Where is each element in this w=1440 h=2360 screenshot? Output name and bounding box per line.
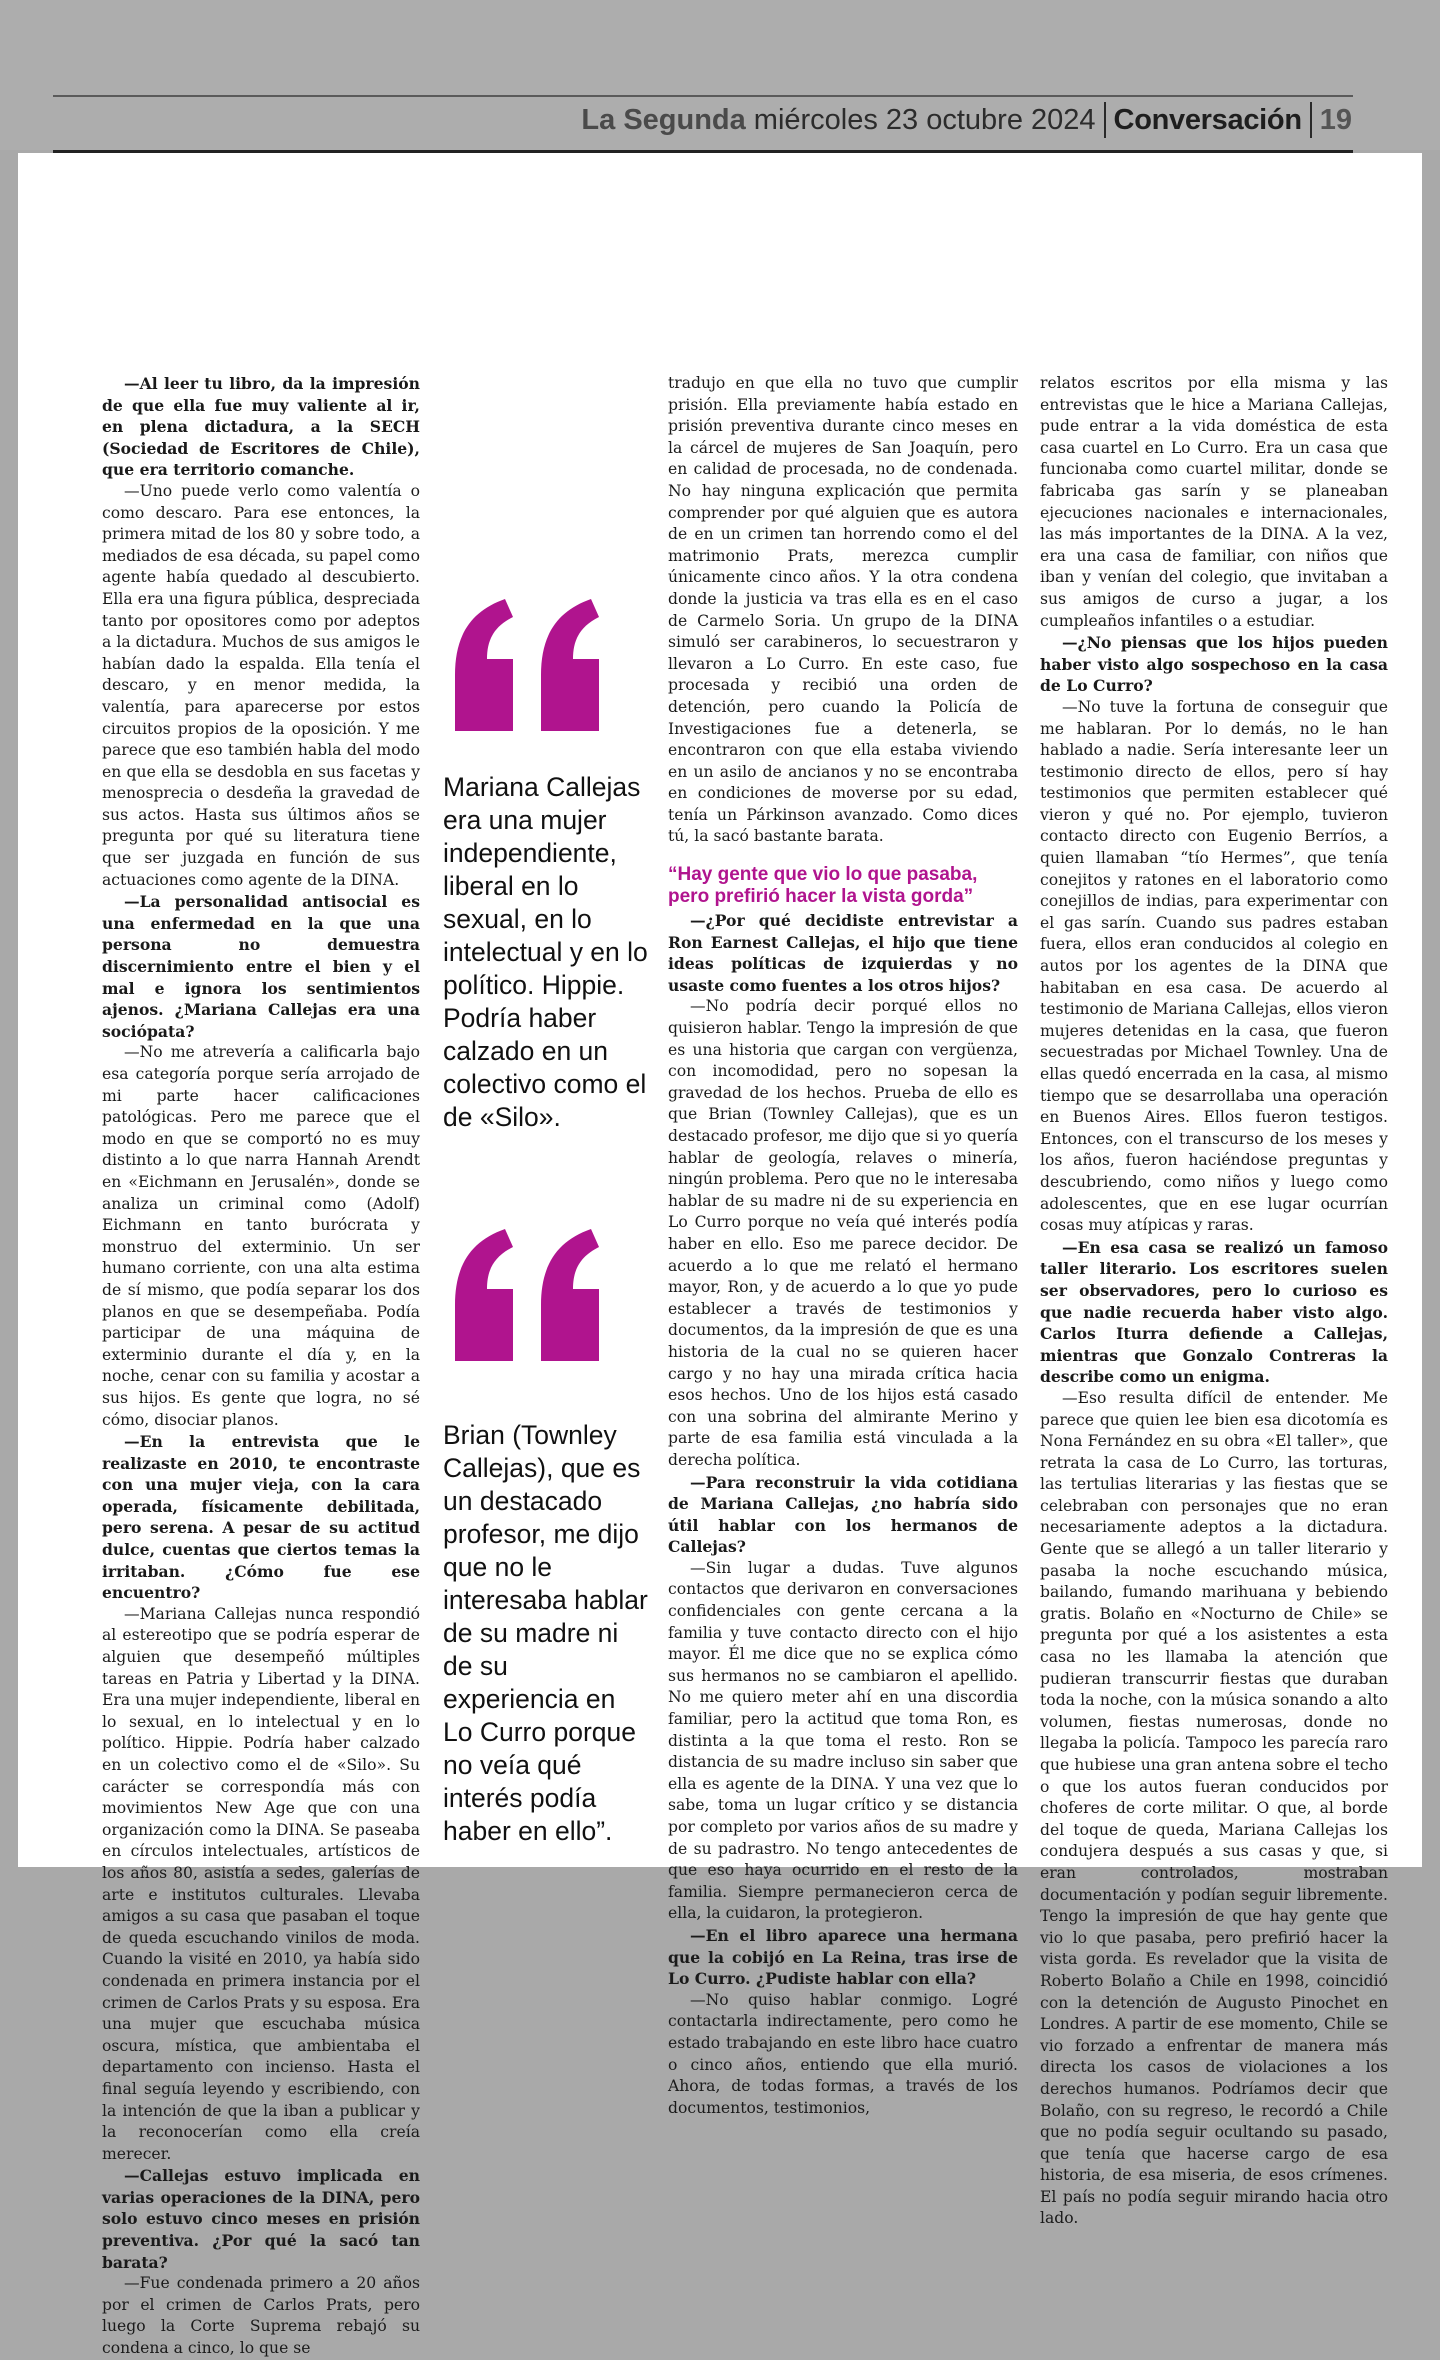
publication-name: La Segunda — [581, 103, 746, 136]
section-subheading: “Hay gente que vio lo que pasaba, pero prefirió hacer la vista gorda” — [668, 864, 978, 908]
pull-quote-2 — [443, 1223, 648, 1848]
interview-answer: tradujo en que ella no tuvo que cumplir prisión. Ella previamente había estado en prisión preventiva durante cinco meses en la cárcel de mujeres de San Joaquín, pero en calidad de procesada, no de condenada. No hay ninguna explicación que permita comprender por qué alguien que es autora de en un crimen tan horrendo como el del matrimonio Prats, merezca cumplir únicamente cinco años. Y la otra condena donde la justicia va tras ella es en el caso de Carmelo Soria. Un grupo de la DINA simuló ser carabineros, lo secuestraron y llevaron a Lo Curro. En este caso, fue procesada y recibió una orden de detención, pero cuando la Policía de Investigaciones fue a detenerla, se encontraron con que ella estaba viviendo en un asilo de ancianos y no se encontraba en condiciones de moverse por su edad, tenía un Párkinson avanzado. Como dices tú, la sacó bastante barata. — [668, 374, 1018, 846]
article-column-4 — [1040, 373, 1388, 2230]
section-name: Conversación — [1113, 103, 1302, 136]
interview-answer: —Uno puede verlo como valentía o como descaro. Para ese entonces, la primera mitad de los 80 y sobre todo, a mediados de esa década, su papel como agente había quedado al descubierto. Ella era una figura pública, despreciada tanto por opositores como por adeptos a la dictadura. Muchos de sus amigos le habían dado la espalda. Ella tenía el descaro, y en menor medida, la valentía, para aparecerse por estos circuitos propios de la oposición. Y me parece que eso también habla del modo en que ella se desdobla en sus facetas y menosprecia o desdeña la gravedad de sus actos. Hasta sus últimos años se pregunta por qué su literatura tiene que ser juzgada en función de sus actuaciones como agente de la DINA. — [102, 481, 420, 889]
interview-answer: —Mariana Callejas nunca respondió al estereotipo que se podría esperar de alguien que desempeñó múltiples tareas en Patria y Libertad y la DINA. Era una mujer independiente, liberal en lo sexual, en lo intelectual y en lo político. Hippie. Podría haber calzado en un colectivo como el de «Silo». Su carácter se correspondía más con movimientos New Age que con una organización como la DINA. Se paseaba en círculos intelectuales, artísticos de los años 80, asistía a sedes, galerías de arte e institutos culturales. Llevaba amigos a su casa que pasaban el toque de queda escuchando vinilos de moda. Cuando la visité en 2010, ya había sido condenada en primera instancia por el crimen de Carlos Prats y su esposa. Era una mujer que escuchaba música oscura, mística, que ambientaba el departamento con incienso. Hasta el final seguía leyendo y escribiendo, con la intención de que la iban a publicar y la reconocerían como ella creía merecer. — [102, 1604, 420, 2163]
header-separator — [1104, 102, 1106, 138]
open-quote-icon — [443, 1223, 613, 1373]
interview-answer: —No me atrevería a calificarla bajo esa categoría porque sería arrojado de mi parte hacer calificaciones patológicas. Pero me parece que el modo en que se comportó no es muy distinto a lo que narra Hannah Arendt en «Eichmann en Jerusalén», donde se analiza un criminal como (Adolf) Eichmann en tanto burócrata y monstruo del exterminio. Un ser humano corriente, con una alta estima de sí mismo, que podía separar los dos planos en que se desempeñaba. Podía participar de una máquina de exterminio durante el día y, en la noche, cenar con su familia y acostar a sus hijos. Es gente que logra, no sé cómo, disociar planos. — [102, 1043, 420, 1429]
interview-question: —Callejas estuvo implicada en varias operaciones de la DINA, pero solo estuvo cinco meses en prisión preventiva. ¿Por qué la sacó tan barata? — [102, 2166, 420, 2272]
interview-question: —Para reconstruir la vida cotidiana de Mariana Callejas, ¿no habría sido útil hablar con los hermanos de Callejas? — [668, 1472, 1018, 1557]
header-top-rule — [53, 95, 1353, 97]
page-header — [0, 0, 1440, 150]
newspaper-page — [18, 153, 1422, 2358]
interview-answer: relatos escritos por ella misma y las entrevistas que le hice a Mariana Callejas, pude entrar a la vida doméstica de esta casa cuartel en Lo Curro. Era un casa que funcionaba como cuartel militar, donde se fabricaba gas sarín y se planeaban ejecuciones nacionales e internacionales, las más importantes de la DINA. A la vez, era una casa de familiar, con niños que iban y venían del colegio, que invitaban a sus amigos de curso a jugar, a los cumpleaños infantiles o a estudiar. — [1040, 374, 1388, 630]
issue-date: miércoles 23 octubre 2024 — [753, 103, 1096, 136]
interview-question: —¿Por qué decidiste entrevistar a Ron Earnest Callejas, el hijo que tiene ideas políticas de izquierdas y no usaste como fuentes a los otros hijos? — [668, 911, 1018, 995]
interview-answer: —No quiso hablar conmigo. Logré contactarla indirectamente, pero como he estado trabajando en este libro hace cuatro o cinco años, entiendo que ella murió. Ahora, de todas formas, a través de los documentos, testimonios, — [668, 1990, 1018, 2117]
interview-answer: —No tuve la fortuna de conseguir que me hablaran. Por lo demás, no le han hablado a nadie. Sería interesante leer un testimonio directo de ellos, pero sí hay testimonios que permiten establecer qué vieron y qué no. Por ejemplo, tuvieron contacto directo con Eugenio Berríos, a quien llamaban “tío Hermes”, que tenía conejitos y ratones en el laboratorio como conejillos de indias, para experimentar con el gas sarín. Cuando sus padres estaban fuera, ellos eran conducidos al colegio en autos por los agentes de la DINA que habitaban en esa casa. De acuerdo al testimonio de Mariana Callejas, ellos vieron mujeres detenidas en la casa, que fueron secuestradas por Michael Townley. Una de ellas quedó encerrada en la casa, al mismo tiempo que se desarrollaba una operación en Buenos Aires. Ellos fueron testigos. Entonces, con el transcurso de los meses y los años, fueron haciéndose preguntas y descubriendo, como niños y luego como adolescentes, que en ese lugar ocurrían cosas muy atípicas y raras. — [1040, 697, 1388, 1235]
interview-question: —Al leer tu libro, da la impresión de que ella fue muy valiente al ir, en plena dictadura, a la SECH (Sociedad de Escritores de Chile), que era territorio comanche. — [102, 374, 420, 480]
pull-quote-1 — [443, 593, 648, 1134]
article-column-3 — [668, 373, 1018, 2119]
interview-answer: —Fue condenada primero a 20 años por el crimen de Carlos Prats, pero luego la Corte Suprema rebajó su condena a cinco, lo que se — [102, 2274, 420, 2358]
interview-question: —La personalidad antisocial es una enfermedad en la que una persona no demuestra discernimiento entre el bien y el mal e ignora los sentimientos ajenos. ¿Mariana Callejas era una sociópata? — [102, 892, 420, 1041]
interview-answer: —No podría decir porqué ellos no quisieron hablar. Tengo la impresión de que es una historia que cargan con vergüenza, con incomodidad, pero no sopesan la gravedad de los hechos. Prueba de ello es que Brian (Townley Callejas), que es un destacado profesor, me dijo que si yo quería hablar de geología, relaves o minería, ningún problema. Pero que no le interesaba hablar de su madre ni de su experiencia en Lo Curro porque no veía qué interés podía haber en ello. Eso me parece decidor. De acuerdo a lo que me relató el hermano mayor, Ron, y de acuerdo a lo que yo pude establecer a través de testimonios y documentos, da la impresión de que es una historia de la cual no se quieren hacer cargo y no hay una mirada crítica hacia esos hechos. Uno de los hijos está casado con una sobrina del almirante Merino y parte de esa familia está vinculada a la derecha política. — [668, 997, 1018, 1469]
interview-answer: —Eso resulta difícil de entender. Me parece que quien lee bien esa dicotomía es Nona Fernández en su obra «El taller», que retrata la casa de Lo Curro, las torturas, las tertulias literarias y las fiestas que se celebraban con personajes que no eran necesariamente adeptos a la dictadura. Gente que se allegó a un taller literario y pasaba la noche escuchando música, bailando, fumando marihuana y bebiendo gratis. Bolaño en «Nocturno de Chile» se pregunta por qué a los asistentes a esta casa no les llamaba la atención que pudieran transcurrir fiestas que duraban toda la noche, con la música sonando a alto volumen, fiestas numerosas, donde no llegaba la policía. Tampoco les parecía raro que hubiese una gran antena sobre el techo o que los autos fueran conducidos por choferes de corte militar. O que, al borde del toque de queda, Mariana Callejas los condujera después a sus casas y que, si eran controlados, mostraban documentación y podían seguir libremente. Tengo la impresión de que hay gente que vio lo que pasaba, pero prefirió hacer la vista gorda. Es revelador que la visita de Roberto Bolaño a Chile en 1998, coincidió con la detención de Augusto Pinochet en Londres. A partir de ese momento, Chile se vio forzado a enfrentar de manera más directa los casos de violaciones a los derechos humanos. Podríamos decir que Bolaño, con su regreso, le recordó a Chile que no podía seguir ocultando su pasado, que tenía que hacerse cargo de esa historia, de esa miseria, de esos crímenes. El país no podía seguir mirando hacia otro lado. — [1040, 1388, 1388, 2228]
interview-question: —¿No piensas que los hijos pueden haber visto algo sospechoso en la casa de Lo Curro? — [1040, 633, 1388, 696]
pull-quote-text: Mariana Callejas era una mujer independiente, liberal en lo sexual, en lo intelectual y en lo político. Hippie. Podría haber calzado en un colectivo como el de «Silo». — [443, 772, 648, 1132]
interview-question: —En el libro aparece una hermana que la cobijó en La Reina, tras irse de Lo Curro. ¿Pudiste hablar con ella? — [668, 1925, 1018, 1989]
page-number: 19 — [1319, 103, 1352, 136]
header-row — [581, 100, 1352, 140]
article-column-1 — [102, 373, 420, 2360]
interview-question: —En esa casa se realizó un famoso taller literario. Los escritores suelen ser observadores, pero lo curioso es que nadie recuerda haber visto algo. Carlos Iturra defiende a Callejas, mientras que Gonzalo Contreras la describe como un enigma. — [1040, 1237, 1388, 1387]
interview-question: —En la entrevista que le realizaste en 2010, te encontraste con una mujer vieja, con la cara operada, físicamente debilitada, pero serena. A pesar de su actitud dulce, cuentas que ciertos temas la irritaban. ¿Cómo fue ese encuentro? — [102, 1432, 420, 1603]
pull-quote-text: Brian (Townley Callejas), que es un destacado profesor, me dijo que no le interesaba hablar de su madre ni de su experiencia en Lo Curro porque no veía qué interés podía haber en ello”. — [443, 1420, 648, 1846]
interview-answer: —Sin lugar a dudas. Tuve algunos contactos que derivaron en conversaciones confidenciales con gente cercana a la familia y tuve contacto directo con el hijo mayor. Él me dice que no se explica cómo sus hermanos no se cambiaron el apellido. No me quiero meter ahí en una discordia familiar, pero la actitud que toma Ron, es distinta a la que toma el resto. Ron se distancia de su madre incluso sin saber que ella es agente de la DINA. Y una vez que lo sabe, toma un lugar crítico y se distancia por completo por varios años de su madre y de su padrastro. No tengo antecedentes de que eso haya ocurrido en el resto de la familia. Siempre permanecieron cerca de ella, la cuidaron, la protegieron. — [668, 1558, 1018, 1923]
open-quote-icon — [443, 593, 613, 743]
header-separator — [1310, 102, 1312, 138]
